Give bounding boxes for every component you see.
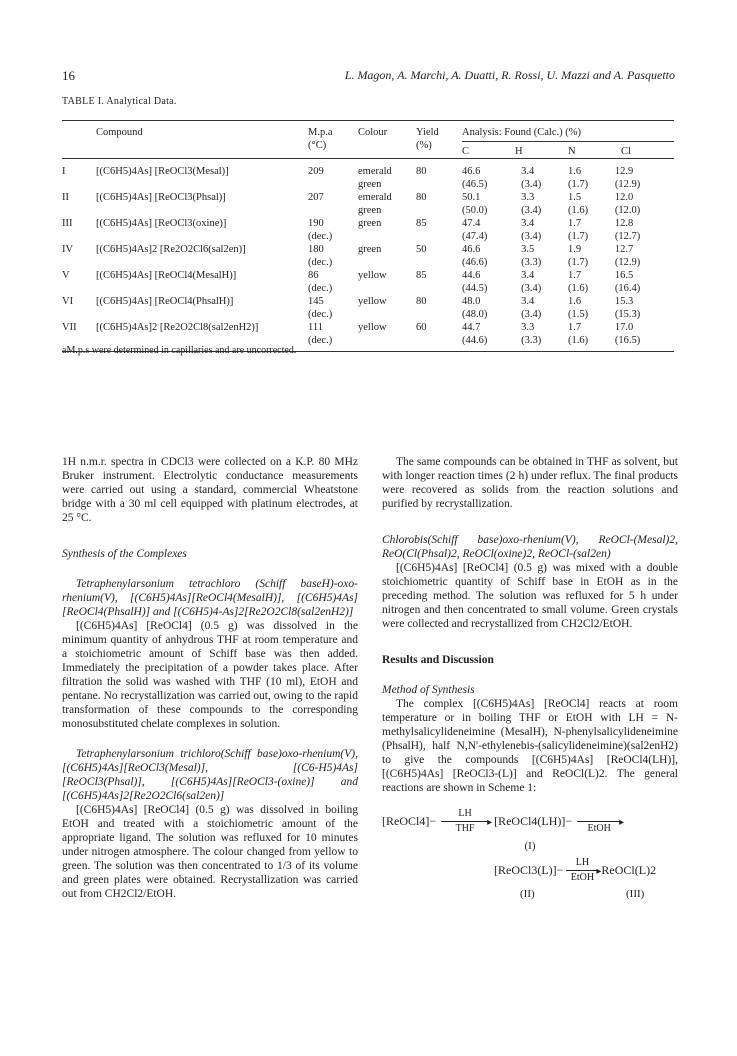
yield-cell: 50 — [416, 244, 427, 255]
spacer-cell — [416, 178, 462, 191]
analysis-n: 1.5 — [567, 192, 582, 203]
compound-number: I — [62, 166, 66, 177]
analysis-cl: 12.9 — [614, 166, 634, 177]
melting-point: 190 — [308, 218, 324, 229]
yield-cell: 60 — [416, 322, 427, 333]
spacer-cell — [416, 308, 462, 321]
compound-number: II — [62, 192, 69, 203]
running-header-authors: L. Magon, A. Marchi, A. Duatti, R. Rossi, U. Mazzi and A. Pasquetto — [344, 68, 675, 82]
colour-cell-cont — [358, 334, 416, 347]
analysis-c-calc: (46.5) — [462, 179, 488, 190]
yield-cell: 85 — [416, 270, 427, 281]
table-footnote: aM.p.s were determined in capillaries and are uncorrected. — [62, 345, 297, 356]
scheme-product: ReOCl(L)2 — [601, 863, 657, 877]
colour-cell: yellow — [358, 322, 387, 333]
col-yield: Yield (%) — [416, 127, 439, 151]
analysis-c: 50.1 — [462, 192, 481, 203]
spacer-cell — [416, 256, 462, 269]
paragraph: [(C6H5)4As] [ReOCl4] (0.5 g) was mixed with a double stoichiometric quantity of Schiff base in EtOH as in the preceding method. The solution was refluxed for 5 h under nitrogen and then concentrated to small volume. Green crystals were collected and recrystallized from CH2Cl2/EtOH. — [382, 562, 678, 630]
table-row — [62, 256, 674, 269]
compound-formula: [(C6H5)4As] [ReOCl4(PhsalH)] — [96, 296, 234, 307]
colour-cell: emerald — [358, 192, 392, 203]
analysis-n-calc: (1.6) — [567, 335, 589, 346]
analysis-cl-calc: (12.9) — [614, 257, 641, 268]
melting-point: 111 — [308, 322, 323, 333]
reaction-scheme — [382, 803, 678, 901]
analysis-c: 47.4 — [462, 218, 481, 229]
spacer-cell — [62, 178, 96, 191]
left-column — [62, 455, 358, 901]
analysis-c-calc: (44.6) — [462, 335, 488, 346]
col-mp: M.p.a (°C) — [308, 127, 333, 151]
table-row — [62, 282, 674, 295]
yield-cell: 80 — [416, 296, 427, 307]
colour-cell: green — [358, 244, 382, 255]
spacer-cell — [96, 256, 308, 269]
analysis-cl: 16.5 — [614, 270, 634, 281]
melting-point: 207 — [308, 192, 324, 203]
melting-point: 145 — [308, 296, 324, 307]
spacer-cell — [96, 282, 308, 295]
table-row — [62, 243, 674, 256]
colour-cell-cont — [358, 230, 416, 243]
colour-cell: green — [358, 218, 382, 229]
spacer-cell — [62, 230, 96, 243]
compound-formula: [(C6H5)4As] [ReOCl3(oxine)] — [96, 218, 227, 229]
analysis-h-calc: (3.4) — [521, 309, 542, 320]
table-header-row — [62, 126, 674, 159]
analysis-n-calc: (1.6) — [567, 205, 589, 216]
analysis-n: 1.7 — [567, 322, 582, 333]
analysis-n-calc: (1.7) — [567, 179, 589, 190]
compound-number: VI — [62, 296, 74, 307]
analysis-c: 48.0 — [462, 296, 481, 307]
table-caption: TABLE I. Analytical Data. — [62, 96, 177, 107]
spacer-cell — [62, 256, 96, 269]
analysis-cl-calc: (15.3) — [614, 309, 641, 320]
spacer-cell — [416, 230, 462, 243]
melting-point-note: (dec.) — [308, 231, 333, 242]
table-row — [62, 295, 674, 308]
compound-number: V — [62, 270, 70, 281]
melting-point-note: (dec.) — [308, 283, 333, 294]
spacer-cell — [62, 282, 96, 295]
melting-point: 86 — [308, 270, 319, 281]
analysis-n: 1.9 — [567, 244, 582, 255]
scheme-label: (II) — [520, 888, 535, 900]
table-row — [62, 217, 674, 230]
table-row — [62, 165, 674, 178]
reaction-arrow: LH ▸ EtOH — [565, 856, 599, 885]
melting-point: 180 — [308, 244, 324, 255]
spacer-cell — [96, 308, 308, 321]
analysis-cl-calc: (12.0) — [614, 205, 641, 216]
analysis-c-calc: (50.0) — [462, 205, 488, 216]
spacer-cell — [96, 204, 308, 217]
col-analysis: Analysis: Found (Calc.) (%) C H N Cl — [462, 126, 674, 159]
analysis-h-calc: (3.3) — [521, 335, 542, 346]
analysis-cl-calc: (16.5) — [614, 335, 641, 346]
right-column — [382, 455, 678, 901]
colour-cell-cont: green — [358, 205, 382, 216]
compound-formula: [(C6H5)4As] [ReOCl4(MesalH)] — [96, 270, 237, 281]
col-compound: Compound — [96, 127, 143, 138]
colour-cell-cont — [358, 308, 416, 321]
analysis-h: 3.4 — [521, 270, 535, 281]
analysis-n-calc: (1.6) — [567, 283, 589, 294]
yield-cell: 80 — [416, 192, 427, 203]
yield-cell: 80 — [416, 166, 427, 177]
analysis-h: 3.5 — [521, 244, 535, 255]
compound-formula: [(C6H5)4As]2 [Re2O2Cl6(sal2en)] — [96, 244, 246, 255]
analytical-data-table — [62, 126, 674, 352]
analysis-c-calc: (47.4) — [462, 231, 488, 242]
subsection-heading: Tetraphenylarsonium trichloro(Schiff base)oxo-rhenium(V), [(C6H5)4As][ReOCl3(Mesal)], [(C6-H5)4As][ReOCl3(Phsal)], [(C6H5)4As][ReOCl3-(oxine)] and [(C6H5)4As]2[Re2O2Cl6(sal2en)] — [62, 748, 358, 802]
analysis-h: 3.3 — [521, 322, 535, 333]
spacer-cell — [96, 230, 308, 243]
melting-point-note: (dec.) — [308, 335, 333, 346]
spacer-cell — [416, 282, 462, 295]
table-row — [62, 178, 674, 191]
analysis-cl: 17.0 — [614, 322, 634, 333]
colour-cell-cont: green — [358, 179, 382, 190]
colour-cell: yellow — [358, 270, 387, 281]
analysis-n-calc: (1.7) — [567, 231, 589, 242]
paragraph: 1H n.m.r. spectra in CDCl3 were collected on a K.P. 80 MHz Bruker instrument. Electrolytic conductance measurements were carried out using a standard, commercial Wheatstone bridge with a 30 ml cell equipped with platinum electrodes, at 25 °C. — [62, 456, 358, 524]
spacer-cell — [62, 308, 96, 321]
melting-point-note — [308, 204, 358, 217]
spacer-cell — [416, 334, 462, 347]
melting-point: 209 — [308, 166, 324, 177]
analysis-c: 46.6 — [462, 244, 481, 255]
spacer-cell — [62, 204, 96, 217]
reaction-arrow: ▸ EtOH — [576, 807, 622, 836]
table-row — [62, 204, 674, 217]
paragraph: [(C6H5)4As] [ReOCl4] (0.5 g) was dissolved in the minimum quantity of anhydrous THF at room temperature and a stoichiometric amount of Schiff base was then added. Immediately the precipitation of a powder takes place. After filtration the solid was washed with THF (10 ml), EtOH and pentane. No recrystallization was carried out, owing to the rapid transformation of these compounds to the corresponding monosubstituted chelate complexes in solution. — [62, 620, 358, 730]
spacer-cell — [96, 178, 308, 191]
analysis-c-calc: (46.6) — [462, 257, 488, 268]
table-row — [62, 191, 674, 204]
compound-formula: [(C6H5)4As] [ReOCl3(Mesal)] — [96, 166, 229, 177]
colour-cell-cont — [358, 282, 416, 295]
colour-cell-cont — [358, 256, 416, 269]
melting-point-note: (dec.) — [308, 309, 333, 320]
table-row — [62, 269, 674, 282]
analysis-c: 44.7 — [462, 322, 481, 333]
compound-number: VII — [62, 322, 77, 333]
analysis-cl: 12.7 — [614, 244, 634, 255]
spacer-cell — [416, 204, 462, 217]
compound-formula: [(C6H5)4As] [ReOCl3(Phsal)] — [96, 192, 226, 203]
col-colour: Colour — [358, 127, 388, 138]
analysis-c: 44.6 — [462, 270, 481, 281]
analysis-h-calc: (3.4) — [521, 231, 542, 242]
analysis-c-calc: (48.0) — [462, 309, 488, 320]
analysis-cl-calc: (16.4) — [614, 283, 641, 294]
analysis-n-calc: (1.7) — [567, 257, 589, 268]
scheme-label: (III) — [626, 888, 645, 900]
scheme-reactant: [ReOCl4]− — [382, 814, 437, 828]
analysis-h-calc: (3.4) — [521, 205, 542, 216]
subsection-heading: Method of Synthesis — [382, 684, 475, 696]
paragraph: The complex [(C6H5)4As] [ReOCl4] reacts at room temperature or in boiling THF or EtOH with LH = N-methylsalicylideneimine (MesalH), N-phenylsalicylideneimine (PhsalH), half N,N'-ethylenebis-(salicylideneimine)(sal2enH2) to give the compounds [(C6H5)4As] [ReOCl4(LH)], [(C6H5)4As] [ReOCl3-(L)] and ReOCl(L)2. The general reactions are shown in Scheme 1: — [382, 698, 678, 794]
analysis-cl: 12.0 — [614, 192, 634, 203]
compound-number: III — [62, 218, 73, 229]
melting-point-note — [308, 178, 358, 191]
analysis-n: 1.6 — [567, 166, 582, 177]
section-heading: Synthesis of the Complexes — [62, 548, 187, 560]
compound-formula: [(C6H5)4As]2 [Re2O2Cl8(sal2enH2)] — [96, 322, 259, 333]
analysis-n: 1.7 — [567, 270, 582, 281]
subsection-heading: Tetraphenylarsonium tetrachloro (Schiff baseH)-oxo-rhenium(V), [(C6H5)4As][ReOCl4(MesalH)], [(C6H5)4As][ReOCl4(PhsalH)] and [(C6H5)4-As]2[Re2O2Cl8(sal2enH2)] — [62, 578, 358, 618]
page-number: 16 — [62, 68, 75, 83]
table-row — [62, 321, 674, 334]
table-row — [62, 230, 674, 243]
analysis-n-calc: (1.5) — [567, 309, 589, 320]
analysis-h-calc: (3.3) — [521, 257, 542, 268]
table-row — [62, 308, 674, 321]
table-top-rule — [62, 120, 674, 121]
analysis-cl-calc: (12.9) — [614, 179, 641, 190]
paragraph: The same compounds can be obtained in THF as solvent, but with longer reaction times (2 h) under reflux. The final products were recovered as solids from the reaction solutions and purified by recrystallization. — [382, 456, 678, 510]
analysis-h: 3.3 — [521, 192, 535, 203]
analysis-h-calc: (3.4) — [521, 179, 542, 190]
analysis-cl: 15.3 — [614, 296, 634, 307]
paragraph: [(C6H5)4As] [ReOCl4] (0.5 g) was dissolved in boiling EtOH and treated with a stoichiometric amount of the appropriate ligand. The solution was refluxed for 10 minutes under nitrogen atmosphere. The colour changed from yellow to green. The solution was then concentrated to 1/3 of its volume and green plates were obtained. Recrystallization was carried out from CH2Cl2/EtOH. — [62, 804, 358, 900]
colour-cell: emerald — [358, 166, 392, 177]
subsection-heading: Chlorobis(Schiff base)oxo-rhenium(V), ReOCl-(Mesal)2, ReO(Cl(Phsal)2, ReOCl(oxine)2, ReOCl-(sal2en) — [382, 534, 678, 560]
analysis-n: 1.6 — [567, 296, 582, 307]
scheme-label: (I) — [524, 840, 536, 852]
analysis-c-calc: (44.5) — [462, 283, 488, 294]
analysis-n: 1.7 — [567, 218, 582, 229]
analysis-h-calc: (3.4) — [521, 283, 542, 294]
reaction-arrow: LH ▸ THF — [440, 807, 490, 836]
analysis-cl: 12.8 — [614, 218, 634, 229]
melting-point-note: (dec.) — [308, 257, 333, 268]
analysis-c: 46.6 — [462, 166, 481, 177]
yield-cell: 85 — [416, 218, 427, 229]
compound-number: IV — [62, 244, 74, 255]
analysis-h: 3.4 — [521, 296, 535, 307]
section-heading: Results and Discussion — [382, 654, 494, 666]
scheme-intermediate: [ReOCl4(LH)]− — [494, 814, 573, 828]
colour-cell: yellow — [358, 296, 387, 307]
scheme-intermediate: [ReOCl3(L)]− — [494, 863, 564, 877]
analysis-cl-calc: (12.7) — [614, 231, 641, 242]
analysis-h: 3.4 — [521, 218, 535, 229]
analysis-h: 3.4 — [521, 166, 535, 177]
